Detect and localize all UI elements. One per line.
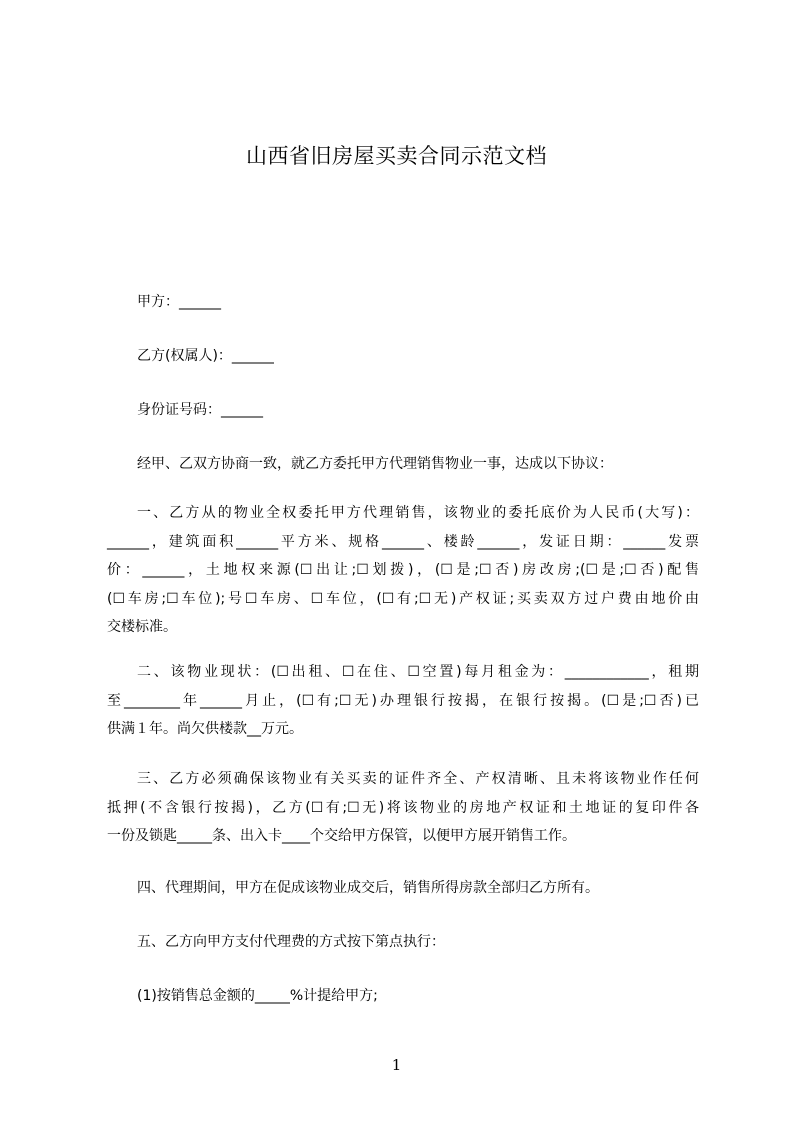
clause-3-line: 三、乙方必须确保该物业有关买卖的证件齐全、产权清晰、且未将该物业作任何	[137, 771, 699, 787]
party-b-line: 乙方(权属人)：______	[137, 348, 274, 364]
clause-1-line: ______，建筑面积______平方米、规格______、楼龄______，发证日期：______发票	[107, 533, 699, 550]
clause-2-line: 二、该物业现状：(☐出租、☐在住、☐空置)每月租金为：____________，租期	[137, 664, 699, 680]
clause-4-paragraph: 四、代理期间，甲方在促成该物业成交后，销售所得房款全部归乙方所有。	[137, 880, 599, 896]
clause-2-paragraph	[107, 658, 699, 744]
clause-2-line: 供满１年。尚欠供楼款__万元。	[107, 721, 303, 737]
document-title: 山西省旧房屋买卖合同示范文档	[246, 144, 547, 168]
intro-paragraph: 经甲、乙双方协商一致，就乙方委托甲方代理销售物业一事，达成以下协议：	[137, 456, 613, 472]
clause-2-line: 至________年______月止，(☐有;☐无)办理银行按揭，在银行按揭。(☐是;☐否)已	[107, 692, 699, 709]
clause-5-item-1: (1)按销售总金额的_____%计提给甲方;	[137, 988, 378, 1004]
party-a-line: 甲方：______	[137, 294, 221, 310]
clause-1-line: 交楼标准。	[107, 619, 177, 635]
page-number: 1	[391, 1056, 402, 1074]
id-number-line: 身份证号码：______	[137, 402, 263, 418]
clause-3-line: 一份及锁匙_____条、出入卡____个交给甲方保管，以便甲方展开销售工作。	[107, 828, 576, 844]
clause-1-line: 一、乙方从的物业全权委托甲方代理销售，该物业的委托底价为人民币(大写)：	[137, 505, 699, 521]
clause-5-paragraph: 五、乙方向甲方支付代理费的方式按下第点执行：	[137, 934, 445, 950]
clause-1-line: (☐车房;☐车位);号☐车房、☐车位，(☐有;☐无)产权证;买卖双方过户费由地价由	[107, 590, 699, 607]
clause-3-paragraph	[107, 765, 699, 851]
clause-1-line: 价：______，土地权来源(☐出让;☐划拨)，(☐是;☐否)房改房;(☐是;☐否)配售	[107, 562, 699, 578]
clause-3-line: 抵押(不含银行按揭)，乙方(☐有;☐无)将该物业的房地产权证和土地证的复印件各	[107, 799, 699, 816]
clause-1-paragraph	[107, 499, 699, 642]
